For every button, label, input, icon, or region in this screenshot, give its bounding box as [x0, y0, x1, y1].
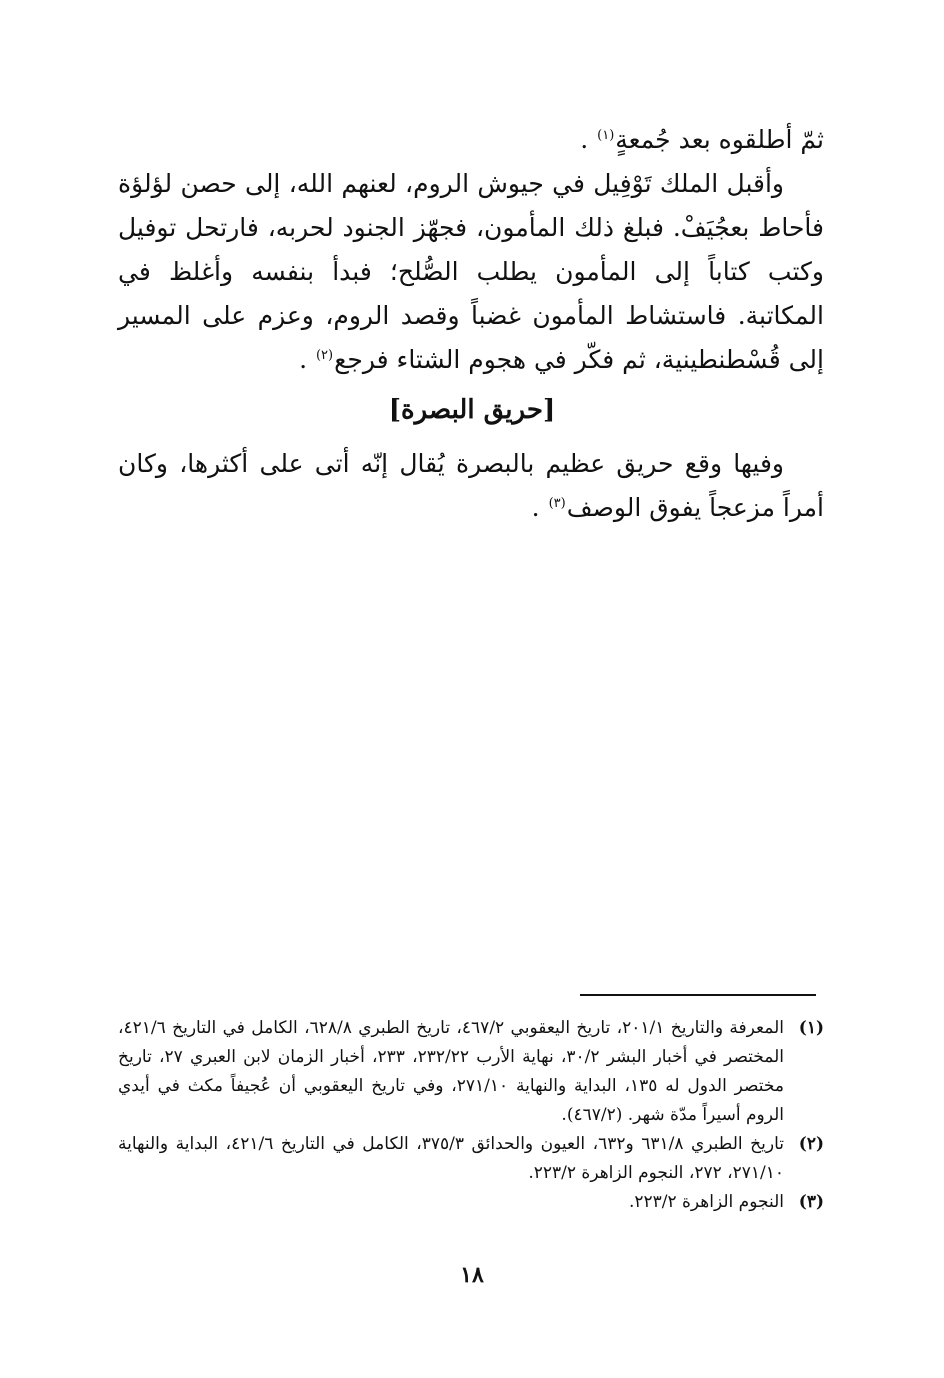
paragraph-1-end: .: [580, 125, 597, 154]
paragraph-1-text: ثمّ أطلقوه بعد جُمعةٍ: [615, 125, 824, 154]
footnote-3: [118, 1188, 824, 1217]
footnote-text: النجوم الزاهرة ٢٢٣/٢.: [628, 1192, 784, 1212]
footnote-ref-3: (٣): [548, 495, 566, 511]
paragraph-1: [118, 118, 824, 162]
paragraph-3: [118, 442, 824, 530]
paragraph-2-end: .: [299, 345, 315, 374]
footnote-2: [118, 1130, 824, 1188]
footnote-ref-2: (٢): [315, 347, 334, 363]
footnote-text: المعرفة والتاريخ ٢٠١/١، تاريخ اليعقوبي ٤٦٧/٢، تاريخ الطبري ٦٢٨/٨، الكامل في التاريخ ٤٢١/٦، المختصر في أخبار البشر ٣٠/٢، نهاية الأرب ٢٣٢/٢٢، ٢٣٣، أخبار الزمان لابن العبري ٢٧، تاريخ مختصر الدول له ١٣٥، البداية والنهاية ٢٧١/١٠، وفي تاريخ اليعقوبي أن عُجيفاً مكث في أيدي الروم أسيراً مدّة شهر. (٤٦٧/٢).: [118, 1018, 785, 1125]
footnote-number: (٣): [798, 1192, 824, 1212]
footnote-1: [118, 1014, 824, 1130]
footnote-text: تاريخ الطبري ٦٣١/٨ و٦٣٢، العيون والحدائق ٣٧٥/٣، الكامل في التاريخ ٤٢١/٦، البداية والنهاية ٢٧١/١٠، ٢٧٢، النجوم الزاهرة ٢٢٣/٢.: [118, 1134, 784, 1183]
section-heading: [حريق البصرة]: [388, 395, 556, 425]
footnotes: [118, 1014, 824, 1217]
paragraph-2: [118, 162, 824, 382]
paragraph-3-text: وفيها وقع حريق عظيم بالبصرة يُقال إنّه أتى على أكثرها، وكان أمراً مزعجاً يفوق الوصف: [118, 449, 824, 522]
page-number: ١٨: [460, 1262, 484, 1288]
footnote-ref-1: (١): [597, 127, 615, 143]
paragraph-3-end: .: [531, 493, 548, 522]
footnote-number: (١): [798, 1018, 824, 1038]
paragraph-2-text: وأقبل الملك تَوْفِيل في جيوش الروم، لعنهم الله، إلى حصن لؤلؤة فأحاط بعجُيَفْ. فبلغ ذلك المأمون، فجهّز الجنود لحربه، فارتحل توفيل وكتب كتاباً إلى المأمون يطلب الصُّلح؛ فبدأ بنفسه وأغلظ في المكاتبة. فاستشاط المأمون غضباً وقصد الروم، وعزم على المسير إلى قُسْطنطينية، ثم فكّر في هجوم الشتاء فرجع: [118, 169, 824, 374]
footnote-number: (٢): [798, 1134, 824, 1154]
footnote-divider: [580, 994, 816, 996]
